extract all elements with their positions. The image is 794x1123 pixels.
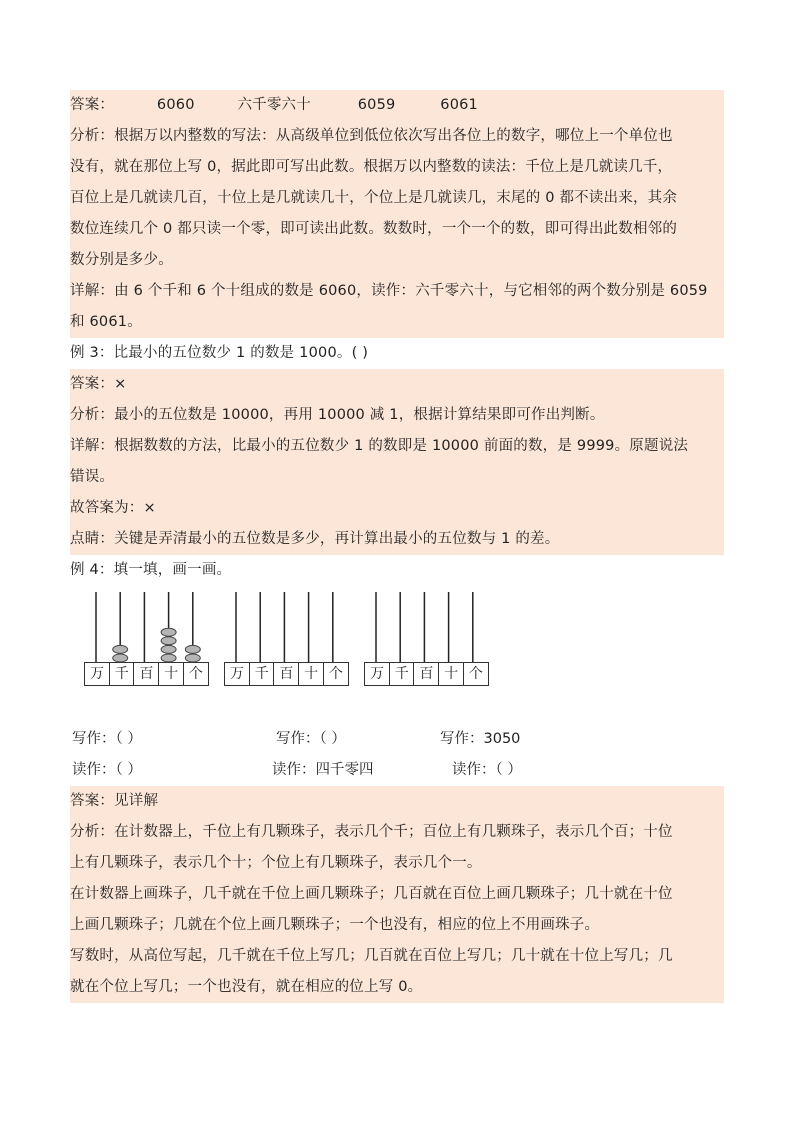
ex4-analysis-line: 分析：在计数器上，千位上有几颗珠子，表示几个千；百位上有几颗珠子，表示几个百；十位 xyxy=(70,817,724,848)
ex2-analysis-line: 数分别是多少。 xyxy=(70,245,724,276)
abacus-1-rods xyxy=(72,588,212,668)
abacus-bead xyxy=(161,654,176,662)
answer-value-3: 6059 xyxy=(357,97,396,113)
ex2-detail-line: 和 6061。 xyxy=(70,307,724,338)
place-label-wan: 万 xyxy=(224,662,250,686)
abacus-2-rods xyxy=(212,588,352,668)
ex3-answer: 答案：× xyxy=(70,369,724,400)
ex2-detail-line: 详解：由 6 个千和 6 个十组成的数是 6060，读作：六千零六十，与它相邻的两个数分别是 6059 xyxy=(70,276,724,307)
page-content xyxy=(70,90,724,1003)
ex4-analysis-line: 上有几颗珠子，表示几个十；个位上有几颗珠子，表示几个一。 xyxy=(70,848,724,879)
ex4-analysis-line: 就在个位上写几；一个也没有，就在相应的位上写 0。 xyxy=(70,972,724,1003)
place-label-bai: 百 xyxy=(133,662,159,686)
place-label-qian: 千 xyxy=(249,662,275,686)
read-blank-3: 读作：（ ） xyxy=(452,762,522,778)
abacus-1-labels xyxy=(84,662,209,686)
ex3-tip: 点睛：关键是弄清最小的五位数是多少，再计算出最小的五位数与 1 的差。 xyxy=(70,524,724,555)
ex3-detail-line: 详解：根据数数的方法，比最小的五位数少 1 的数即是 10000 前面的数，是 9999。原题说法 xyxy=(70,431,724,462)
write-value-3: 写作：3050 xyxy=(440,731,521,747)
ex3-conclusion: 故答案为：× xyxy=(70,493,724,524)
ex4-analysis-line: 在计数器上画珠子，几千就在千位上画几颗珠子；几百就在百位上画几颗珠子；几十就在十位 xyxy=(70,879,724,910)
abacus-bead xyxy=(161,628,176,636)
place-label-ge: 个 xyxy=(463,662,489,686)
place-label-shi: 十 xyxy=(298,662,324,686)
ex2-analysis-line: 没有，就在那位上写 0，据此即可写出此数。根据万以内整数的读法：千位上是几就读几千， xyxy=(70,152,724,183)
place-label-qian: 千 xyxy=(389,662,415,686)
place-label-wan: 万 xyxy=(84,662,110,686)
abacus-1 xyxy=(72,588,203,688)
ex2-analysis-line: 分析：根据万以内整数的写法：从高级单位到低位依次写出各位上的数字，哪位上一个单位也 xyxy=(70,121,724,152)
ex3-question: 例 3：比最小的五位数少 1 的数是 1000。( ) xyxy=(70,345,369,361)
abacus-bead xyxy=(185,645,200,653)
ex3-analysis: 分析：最小的五位数是 10000，再用 10000 减 1，根据计算结果即可作出判断。 xyxy=(70,400,724,431)
answer-value-2: 六千零六十 xyxy=(237,97,311,113)
abacus-2 xyxy=(212,588,343,688)
answer-value-4: 6061 xyxy=(440,97,478,113)
ex4-analysis-line: 写数时，从高位写起，几千就在千位上写几；几百就在百位上写几；几十就在十位上写几；几 xyxy=(70,941,724,972)
ex4-question: 例 4：填一填，画一画。 xyxy=(70,562,232,578)
abacus-3-labels xyxy=(364,662,489,686)
place-label-bai: 百 xyxy=(413,662,439,686)
answer-label: 答案： xyxy=(70,97,115,113)
ex2-analysis-line: 数位连续几个 0 都只读一个零，即可读出此数。数数时，一个一个的数，即可得出此数相邻的 xyxy=(70,214,724,245)
abacus-bead xyxy=(113,645,128,653)
abacus-bead xyxy=(185,654,200,662)
ex4-analysis-line: 上画几颗珠子；几就在个位上画几颗珠子；一个也没有，相应的位上不用画珠子。 xyxy=(70,910,724,941)
answer-value-1: 6060 xyxy=(156,97,195,113)
read-row xyxy=(70,755,724,786)
write-blank-1: 写作：（ ） xyxy=(72,731,142,747)
abacus-bead xyxy=(113,654,128,662)
place-label-shi: 十 xyxy=(438,662,464,686)
place-label-shi: 十 xyxy=(158,662,184,686)
place-label-qian: 千 xyxy=(109,662,135,686)
abacus-3-rods xyxy=(352,588,492,668)
place-label-ge: 个 xyxy=(183,662,209,686)
read-blank-1: 读作：（ ） xyxy=(72,762,142,778)
abacus-bead xyxy=(161,637,176,645)
ex2-analysis-line: 百位上是几就读几百，十位上是几就读几十，个位上是几就读几，末尾的 0 都不读出来，其余 xyxy=(70,183,724,214)
place-label-bai: 百 xyxy=(273,662,299,686)
place-label-wan: 万 xyxy=(364,662,390,686)
ex3-detail-line: 错误。 xyxy=(70,462,724,493)
ex2-answer-line xyxy=(70,90,724,121)
read-value-2: 读作：四千零四 xyxy=(272,762,374,778)
abacus-2-labels xyxy=(224,662,349,686)
write-row xyxy=(70,724,724,755)
abacus-bead xyxy=(161,645,176,653)
abacus-3 xyxy=(352,588,483,688)
ex4-answer: 答案：见详解 xyxy=(70,786,724,817)
write-blank-2: 写作：（ ） xyxy=(276,731,346,747)
abacus-row xyxy=(70,586,724,696)
place-label-ge: 个 xyxy=(323,662,349,686)
